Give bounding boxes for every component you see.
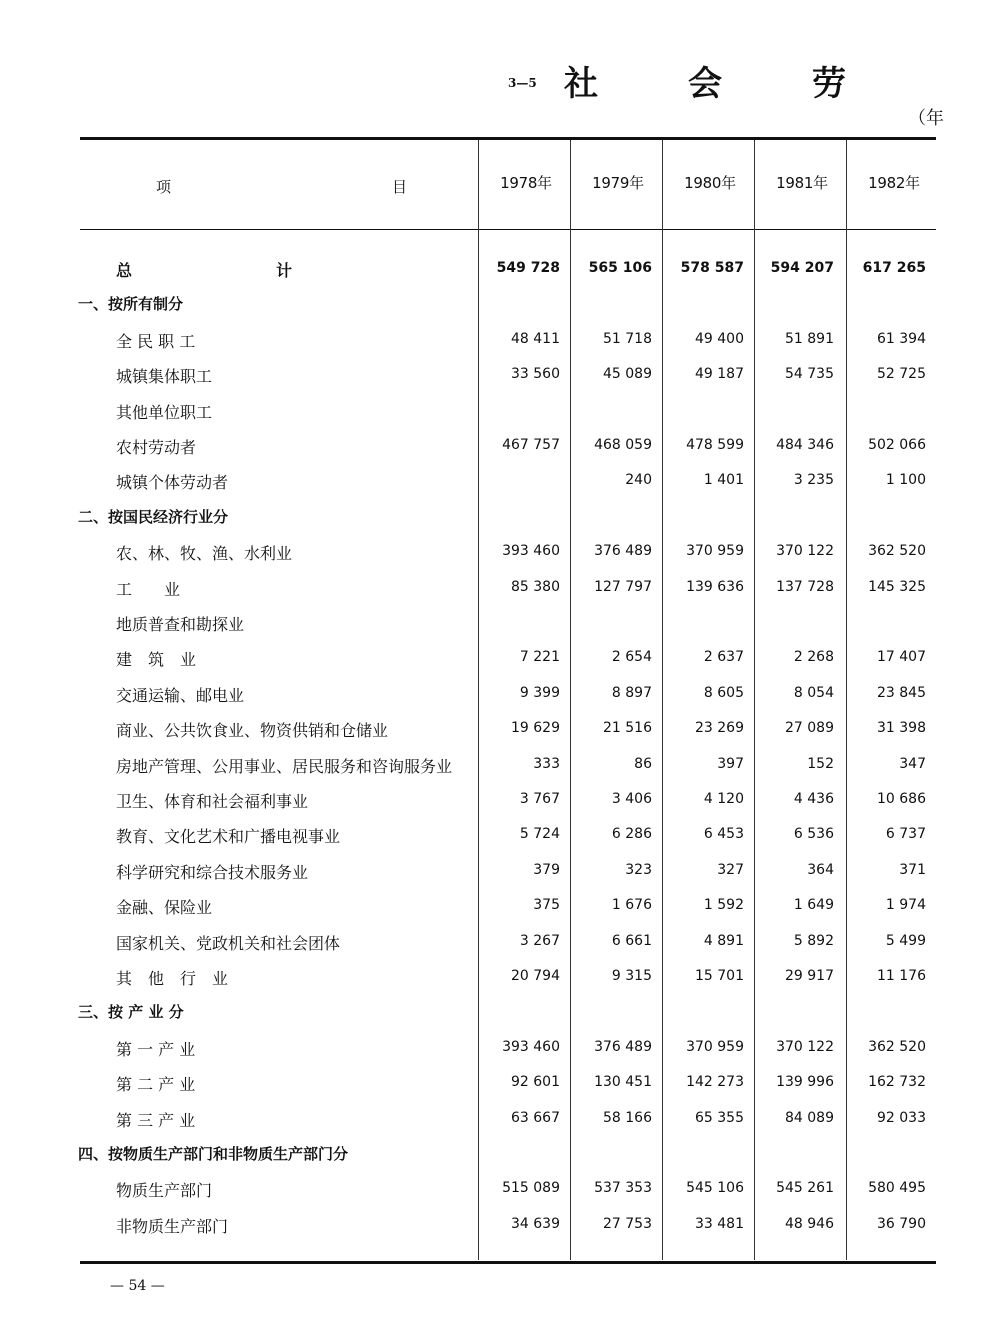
table-cell: 139 636	[686, 579, 744, 595]
row-label: 其他单位职工	[116, 403, 213, 422]
page-number: — 54 —	[110, 1278, 165, 1294]
table-cell: 10 686	[877, 791, 926, 807]
row-label: 其 他 行 业	[116, 969, 229, 988]
table-cell: 323	[625, 862, 652, 878]
table-cell: 1 592	[703, 897, 744, 913]
table-cell: 8 605	[703, 685, 744, 701]
table-cell: 142 273	[686, 1074, 744, 1090]
header-item-label: 目	[392, 178, 408, 196]
table-cell: 8 054	[793, 685, 834, 701]
table-row	[0, 1208, 1000, 1240]
row-label: 金融、保险业	[116, 898, 213, 917]
table-cell: 17 407	[877, 649, 926, 665]
table-cell: 51 891	[785, 331, 834, 347]
row-label: 卫生、体育和社会福利事业	[116, 792, 309, 811]
table-cell: 478 599	[686, 437, 744, 453]
table-cell: 327	[717, 862, 744, 878]
table-row	[0, 535, 1000, 567]
row-label: 第 三 产 业	[116, 1111, 196, 1130]
table-cell: 5 724	[519, 826, 560, 842]
row-label: 物质生产部门	[116, 1181, 213, 1200]
table-cell: 86	[634, 756, 652, 772]
table-cell: 1 100	[885, 472, 926, 488]
top-rule	[80, 137, 936, 140]
table-cell: 139 996	[776, 1074, 834, 1090]
table-row	[0, 818, 1000, 850]
row-label: 房地产管理、公用事业、居民服务和咨询服务业	[116, 757, 453, 776]
table-cell: 85 380	[511, 579, 560, 595]
table-cell: 376 489	[594, 1039, 652, 1055]
unit-note: （年	[908, 108, 944, 129]
table-cell: 6 661	[611, 933, 652, 949]
section-row	[0, 995, 1000, 1027]
table-cell: 51 718	[603, 331, 652, 347]
table-cell: 36 790	[877, 1216, 926, 1232]
table-cell: 9 315	[611, 968, 652, 984]
table-row	[0, 1102, 1000, 1134]
table-cell: 467 757	[502, 437, 560, 453]
row-label: 商业、公共饮食业、物资供销和仓储业	[116, 721, 389, 740]
table-row	[0, 712, 1000, 744]
table-cell: 21 516	[603, 720, 652, 736]
header-item-label: 项	[156, 178, 172, 196]
table-cell: 2 268	[793, 649, 834, 665]
header-year: 1978年	[500, 174, 552, 192]
table-cell: 4 436	[793, 791, 834, 807]
table-cell: 6 737	[885, 826, 926, 842]
table-cell: 6 286	[611, 826, 652, 842]
row-label: 非物质生产部门	[116, 1217, 229, 1236]
table-cell: 537 353	[594, 1180, 652, 1196]
table-cell: 29 917	[785, 968, 834, 984]
table-cell: 3 406	[611, 791, 652, 807]
table-row	[0, 606, 1000, 638]
row-label: 科学研究和综合技术服务业	[116, 863, 309, 882]
table-cell: 23 845	[877, 685, 926, 701]
table-cell: 3 767	[519, 791, 560, 807]
table-cell: 565 106	[588, 260, 652, 276]
table-cell: 19 629	[511, 720, 560, 736]
table-cell: 61 394	[877, 331, 926, 347]
table-cell: 11 176	[877, 968, 926, 984]
row-label: 第 一 产 业	[116, 1040, 196, 1059]
table-cell: 3 235	[793, 472, 834, 488]
table-cell: 393 460	[502, 543, 560, 559]
table-cell: 9 399	[519, 685, 560, 701]
row-label: 城镇集体职工	[116, 367, 213, 386]
table-cell: 594 207	[770, 260, 834, 276]
table-cell: 362 520	[868, 543, 926, 559]
table-row	[0, 1031, 1000, 1063]
row-label: 第 二 产 业	[116, 1075, 196, 1094]
header-rule	[80, 229, 936, 230]
table-cell: 92 033	[877, 1110, 926, 1126]
table-row	[0, 748, 1000, 780]
table-cell: 6 453	[703, 826, 744, 842]
section-row	[0, 1137, 1000, 1169]
row-label: 全 民 职 工	[116, 332, 196, 351]
table-cell: 152	[807, 756, 834, 772]
table-cell: 468 059	[594, 437, 652, 453]
table-cell: 145 325	[868, 579, 926, 595]
table-cell: 33 481	[695, 1216, 744, 1232]
table-row	[0, 571, 1000, 603]
table-cell: 240	[625, 472, 652, 488]
section-label: 四、按物质生产部门和非物质生产部门分	[78, 1145, 349, 1163]
title-char: 劳	[812, 64, 846, 104]
table-cell: 127 797	[594, 579, 652, 595]
table-cell: 370 959	[686, 543, 744, 559]
table-cell: 364	[807, 862, 834, 878]
table-cell: 397	[717, 756, 744, 772]
table-cell: 1 649	[793, 897, 834, 913]
table-cell: 370 122	[776, 1039, 834, 1055]
table-cell: 7 221	[519, 649, 560, 665]
table-cell: 4 120	[703, 791, 744, 807]
table-cell: 54 735	[785, 366, 834, 382]
section-row	[0, 500, 1000, 532]
table-cell: 549 728	[496, 260, 560, 276]
row-label: 工 业	[116, 580, 181, 599]
table-cell: 33 560	[511, 366, 560, 382]
section-label: 一、按所有制分	[78, 295, 184, 313]
table-cell: 484 346	[776, 437, 834, 453]
header-year: 1981年	[776, 174, 828, 192]
table-cell: 52 725	[877, 366, 926, 382]
table-cell: 15 701	[695, 968, 744, 984]
table-cell: 578 587	[680, 260, 744, 276]
table-cell: 617 265	[862, 260, 926, 276]
table-cell: 84 089	[785, 1110, 834, 1126]
table-cell: 162 732	[868, 1074, 926, 1090]
table-cell: 393 460	[502, 1039, 560, 1055]
table-row	[0, 677, 1000, 709]
title-char: 会	[688, 64, 722, 104]
table-cell: 545 106	[686, 1180, 744, 1196]
table-cell: 371	[899, 862, 926, 878]
bottom-rule	[80, 1261, 936, 1264]
table-cell: 48 411	[511, 331, 560, 347]
row-label: 教育、文化艺术和广播电视事业	[116, 827, 341, 846]
table-cell: 27 089	[785, 720, 834, 736]
table-cell: 20 794	[511, 968, 560, 984]
row-label: 总	[116, 261, 133, 280]
table-cell: 27 753	[603, 1216, 652, 1232]
table-row	[0, 854, 1000, 886]
table-row	[0, 429, 1000, 461]
table-cell: 375	[533, 897, 560, 913]
table-cell: 137 728	[776, 579, 834, 595]
table-row	[0, 394, 1000, 426]
header-year: 1982年	[868, 174, 920, 192]
header-year: 1979年	[592, 174, 644, 192]
table-cell: 49 400	[695, 331, 744, 347]
table-cell: 515 089	[502, 1180, 560, 1196]
table-cell: 1 974	[885, 897, 926, 913]
row-label: 城镇个体劳动者	[116, 473, 229, 492]
table-cell: 23 269	[695, 720, 744, 736]
table-row	[0, 1172, 1000, 1204]
table-cell: 333	[533, 756, 560, 772]
table-cell: 8 897	[611, 685, 652, 701]
row-label: 国家机关、党政机关和社会团体	[116, 934, 341, 953]
table-cell: 370 959	[686, 1039, 744, 1055]
table-cell: 48 946	[785, 1216, 834, 1232]
table-cell: 3 267	[519, 933, 560, 949]
section-label: 二、按国民经济行业分	[78, 508, 229, 526]
table-cell: 130 451	[594, 1074, 652, 1090]
table-number: 3—5	[508, 76, 537, 90]
table-row	[0, 889, 1000, 921]
table-row	[0, 464, 1000, 496]
table-cell: 370 122	[776, 543, 834, 559]
section-label: 三、按 产 业 分	[78, 1003, 184, 1021]
table-cell: 1 401	[703, 472, 744, 488]
table-cell: 65 355	[695, 1110, 744, 1126]
table-row	[0, 358, 1000, 390]
table-cell: 502 066	[868, 437, 926, 453]
table-row	[0, 925, 1000, 957]
row-label: 建 筑 业	[116, 650, 197, 669]
table-cell: 31 398	[877, 720, 926, 736]
row-label: 农村劳动者	[116, 438, 197, 457]
table-cell: 49 187	[695, 366, 744, 382]
total-row	[0, 252, 1000, 284]
table-cell: 63 667	[511, 1110, 560, 1126]
table-cell: 1 676	[611, 897, 652, 913]
table-row	[0, 641, 1000, 673]
header-year: 1980年	[684, 174, 736, 192]
table-cell: 545 261	[776, 1180, 834, 1196]
table-cell: 379	[533, 862, 560, 878]
table-cell: 34 639	[511, 1216, 560, 1232]
table-row	[0, 1066, 1000, 1098]
table-cell: 6 536	[793, 826, 834, 842]
row-label: 农、林、牧、渔、水利业	[116, 544, 293, 563]
row-label: 地质普查和勘探业	[116, 615, 245, 634]
table-cell: 580 495	[868, 1180, 926, 1196]
table-cell: 92 601	[511, 1074, 560, 1090]
table-cell: 4 891	[703, 933, 744, 949]
row-label: 计	[276, 261, 293, 280]
table-cell: 376 489	[594, 543, 652, 559]
table-cell: 2 654	[611, 649, 652, 665]
table-cell: 58 166	[603, 1110, 652, 1126]
table-row	[0, 960, 1000, 992]
table-cell: 362 520	[868, 1039, 926, 1055]
row-label: 交通运输、邮电业	[116, 686, 245, 705]
table-cell: 347	[899, 756, 926, 772]
table-row	[0, 783, 1000, 815]
table-row	[0, 323, 1000, 355]
table-cell: 45 089	[603, 366, 652, 382]
table-cell: 5 892	[793, 933, 834, 949]
table-cell: 5 499	[885, 933, 926, 949]
table-cell: 2 637	[703, 649, 744, 665]
title-char: 社	[564, 64, 598, 104]
section-row	[0, 287, 1000, 319]
